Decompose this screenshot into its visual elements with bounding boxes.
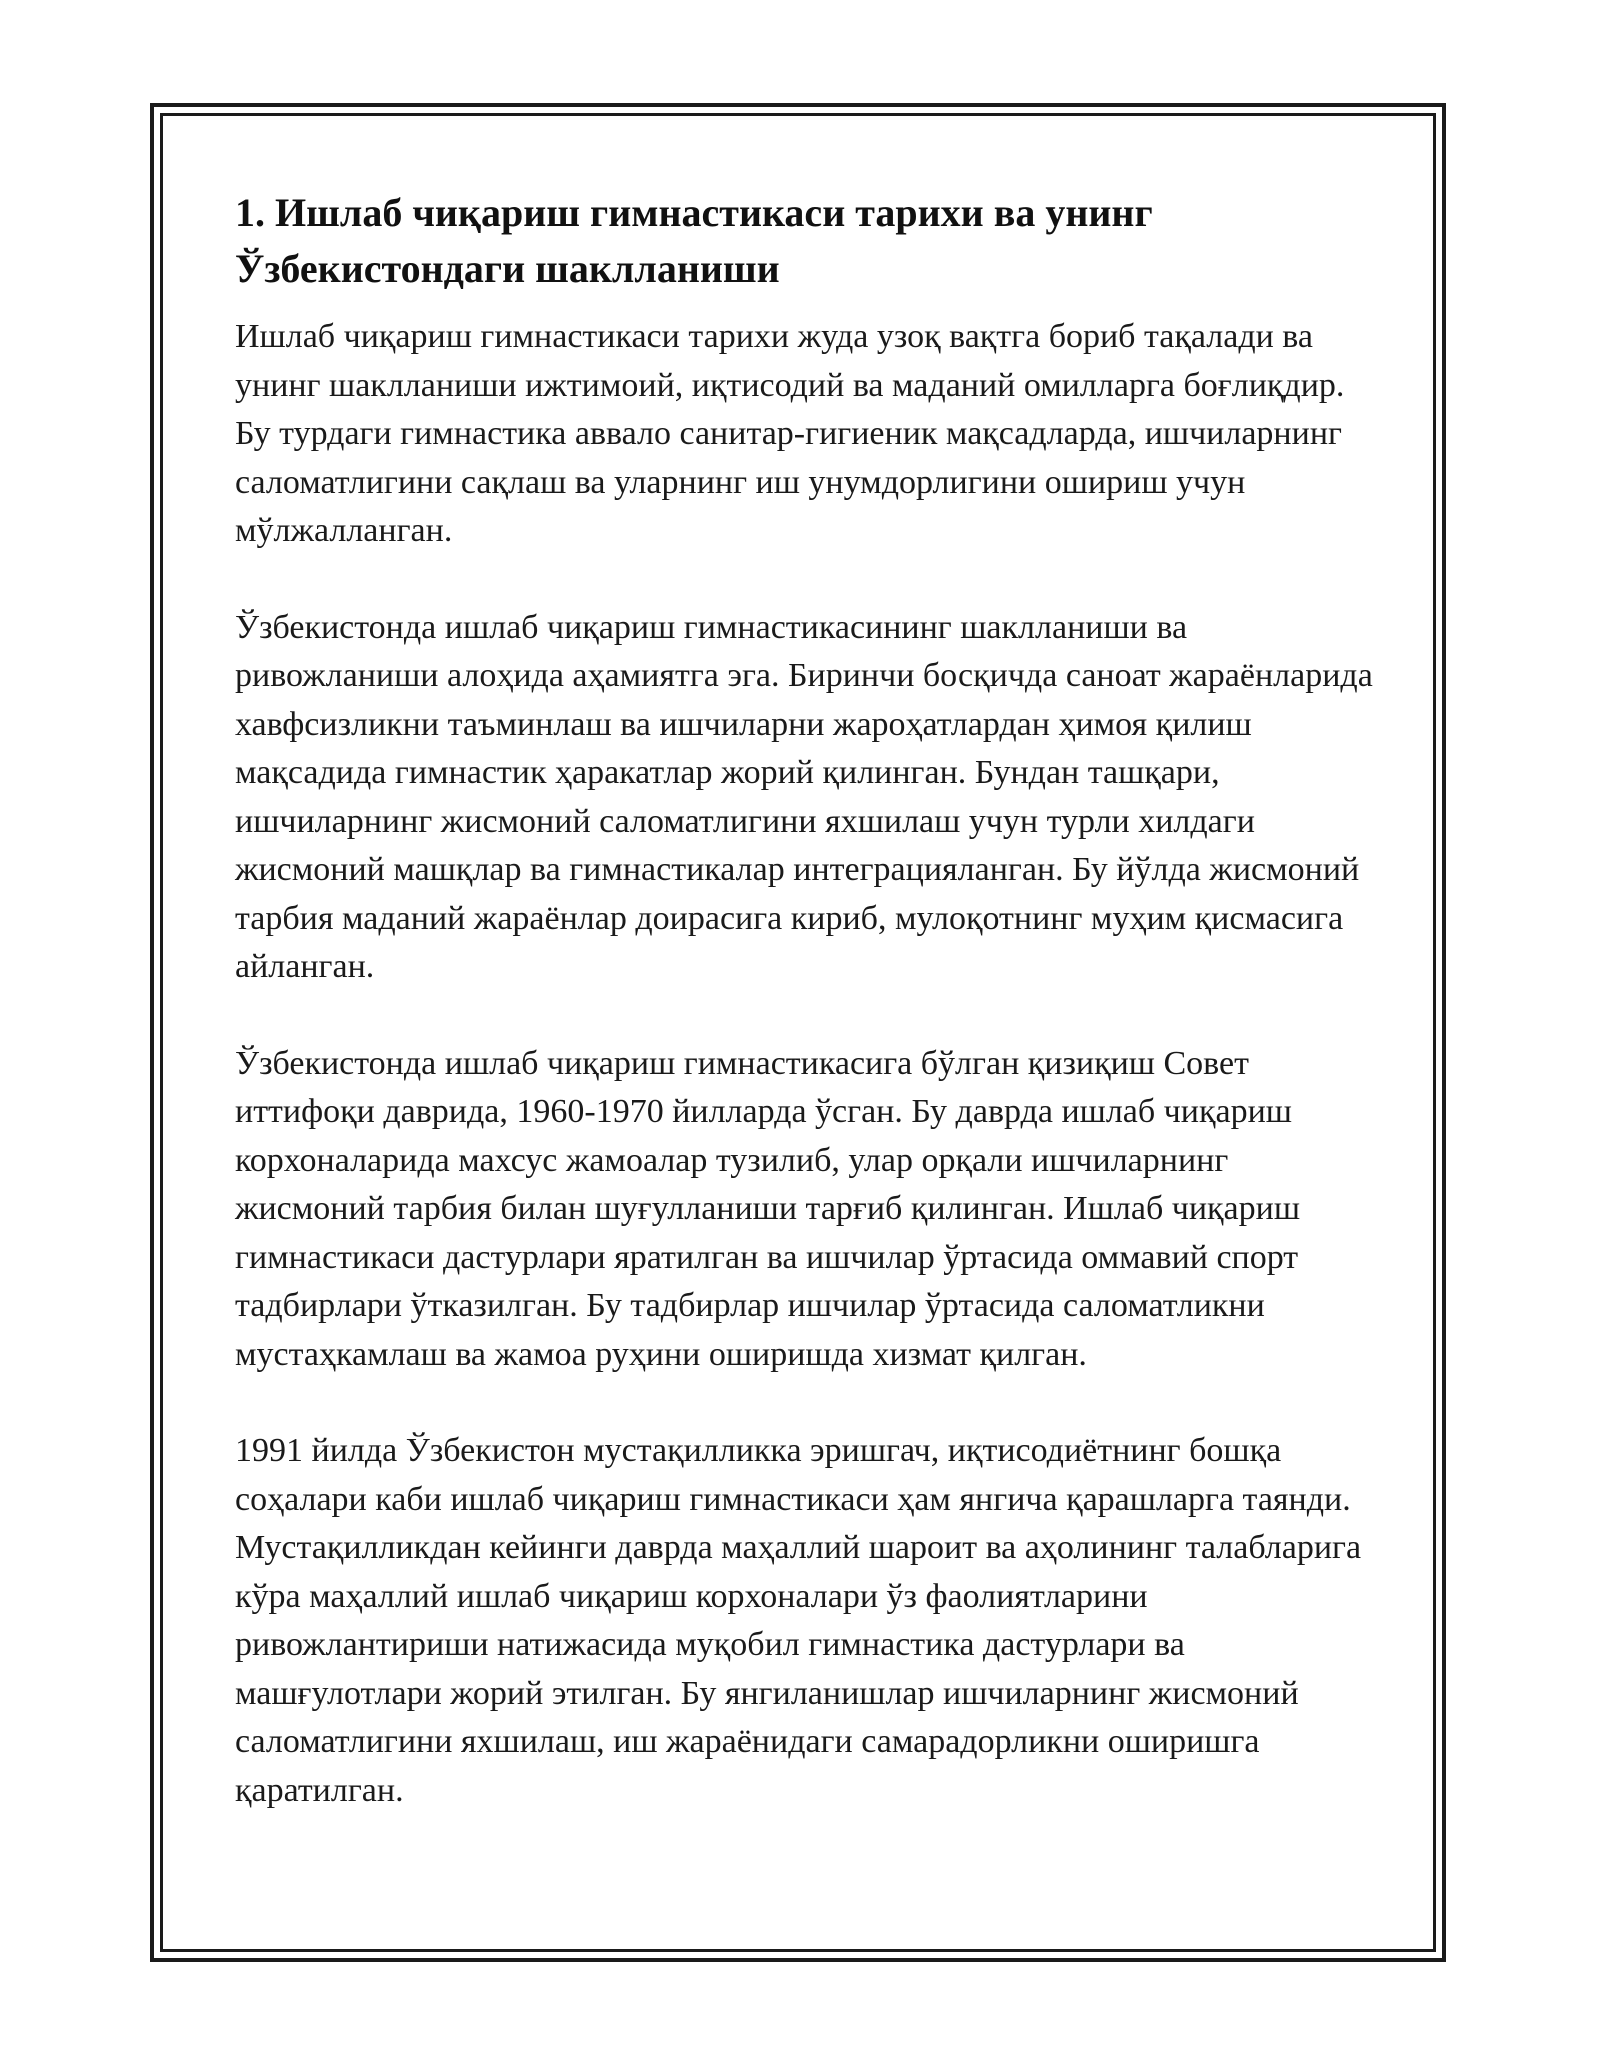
section-heading	[235, 185, 1375, 297]
heading-line-2: Ўзбекистондаги шаклланиши	[235, 246, 780, 291]
heading-line-1: 1. Ишлаб чиқариш гимнастикаси тарихи ва унинг	[235, 190, 1153, 235]
paragraph-3: Ўзбекистонда ишлаб чиқариш гимнастикасига бўлган қизиқиш Совет иттифоқи даврида, 1960-1970 йилларда ўсган. Бу даврда ишлаб чиқариш корхоналарида махсус жамоалар тузилиб, улар орқали ишчиларнинг жисмоний тарбия билан шуғулланиши тарғиб қилинган. Ишлаб чиқариш гимнастикаси дастурлари яратилган ва ишчилар ўртасида оммавий спорт тадбирлари ўтказилган. Бу тадбирлар ишчилар ўртасида саломатликни мустаҳкамлаш ва жамоа руҳини оширишда хизмат қилган.	[235, 1044, 1301, 1373]
paragraph-1: Ишлаб чиқариш гимнастикаси тарихи жуда узоқ вақтга бориб тақалади ва унинг шаклланиши ижтимоий, иқтисодий ва маданий омилларга боғлиқдир. Бу турдаги гимнастика аввало санитар-гигиеник мақсадларда, ишчиларнинг саломатлигини сақлаш ва уларнинг иш унумдорлигини ошириш учун мўлжалланган.	[235, 318, 1345, 549]
document-body	[235, 185, 1375, 1815]
paragraph-2: Ўзбекистонда ишлаб чиқариш гимнастикасининг шаклланиши ва ривожланиши алоҳида аҳамиятга эга. Биринчи босқичда саноат жараёнларида хавфсизликни таъминлаш ва ишчиларни жароҳатлардан ҳимоя қилиш мақсадида гимнастик ҳаракатлар жорий қилинган. Бундан ташқари, ишчиларнинг жисмоний саломатлигини яхшилаш учун турли хилдаги жисмоний машқлар ва гимнастикалар интеграцияланган. Бу йўлда жисмоний тарбия маданий жараёнлар доирасига кириб, мулоқотнинг муҳим қисмасига айланган.	[235, 608, 1373, 985]
paragraph-4: 1991 йилда Ўзбекистон мустақилликка эришгач, иқтисодиётнинг бошқа соҳалари каби ишлаб чиқариш гимнастикаси ҳам янгича қарашларга таянди. Мустақилликдан кейинги даврда маҳаллий шароит ва аҳолининг талабларига кўра маҳаллий ишлаб чиқариш корхоналари ўз фаолиятларини ривожлантириши натижасида муқобил гимнастика дастурлари ва машғулотлари жорий этилган. Бу янгиланишлар ишчиларнинг жисмоний саломатлигини яхшилаш, иш жараёнидаги самарадорликни оширишга қаратилган.	[235, 1432, 1362, 1809]
